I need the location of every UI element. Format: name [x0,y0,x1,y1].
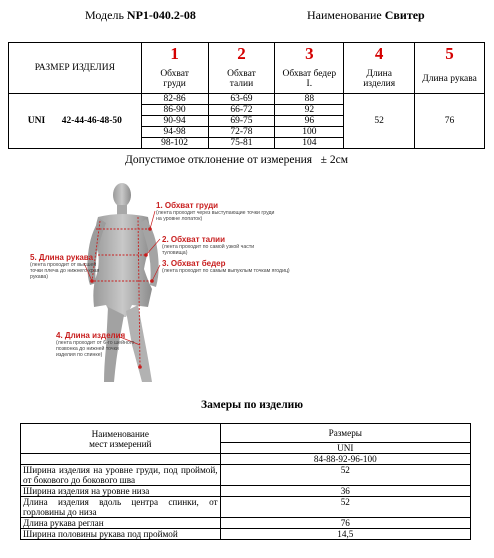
col-label-chest: Обхват груди [141,66,208,94]
cell-chest: 82-86 [141,94,208,105]
measure-size-name: UNI [220,443,470,454]
cell-waist: 72-78 [208,127,275,138]
cell-length: 52 [344,94,415,149]
col-label-waist: Обхват талии [208,66,275,94]
col-num-5: 5 [415,43,485,66]
measure-row-name: Длина изделия вдоль центра спинки, от горловины до низа [21,497,221,518]
model-label: Модель [85,8,124,22]
tolerance-text: Допустимое отклонение от измерения [125,154,313,166]
col-label-hips: Обхват бедер I. [275,66,344,94]
size-table [8,42,485,149]
measure-row-value: 76 [220,518,470,529]
tolerance-value: ± 2см [320,154,348,166]
col-num-3: 3 [275,43,344,66]
name-label: Наименование [307,8,382,22]
measure-row-name: Ширина изделия на уровне груди, под проймой, от бокового до бокового шва [21,465,221,486]
measure-row-value: 52 [220,465,470,486]
measure-head-right: Размеры [220,424,470,443]
measure-blank [21,454,221,465]
size-cell [9,94,142,149]
measure-row-name: Ширина половины рукава под проймой [21,529,221,540]
tolerance-line [125,154,348,166]
size-range: 42-44-46-48-50 [61,116,122,126]
measure-title: Замеры по изделию [201,399,304,411]
col-num-2: 2 [208,43,275,66]
col-num-4: 4 [344,43,415,66]
cell-waist: 66-72 [208,105,275,116]
name-line [307,8,425,23]
cell-waist: 75-81 [208,138,275,149]
cell-waist: 69-75 [208,116,275,127]
size-header: РАЗМЕР ИЗДЕЛИЯ [9,43,142,94]
cell-chest: 86-90 [141,105,208,116]
label-hips: 3. Обхват бедер (лента проходит по самым выпуклым точкам ягодиц) [162,259,290,274]
col-label-sleeve: Длина рукава [415,66,485,94]
measurement-figure [20,177,460,389]
cell-chest: 94-98 [141,127,208,138]
measure-head-left: Наименование мест измерений [21,424,221,454]
model-line [85,8,196,23]
col-num-1: 1 [141,43,208,66]
measure-row-name: Длина рукава реглан [21,518,221,529]
cell-hips: 92 [275,105,344,116]
measure-row-value: 52 [220,497,470,518]
label-length: 4. Длина изделия (лента проходит от 6-го шейного позвонка до нижней точки изделия по спинке) [56,331,135,358]
cell-chest: 98-102 [141,138,208,149]
cell-hips: 104 [275,138,344,149]
name-value: Свитер [384,8,425,22]
measure-row-value: 36 [220,486,470,497]
col-label-length: Длина изделия [344,66,415,94]
label-chest: 1. Обхват груди (лента проходит через выступающие точки груди на уровне лопаток) [156,201,275,222]
cell-hips: 88 [275,94,344,105]
measure-size-list: 84-88-92-96-100 [220,454,470,465]
measure-row-name: Ширина изделия на уровне низа [21,486,221,497]
measure-table [20,423,471,540]
cell-hips: 100 [275,127,344,138]
model-value: NP1-040.2-08 [126,8,196,22]
cell-sleeve: 76 [415,94,485,149]
label-waist: 2. Обхват талии (лента проходит по самой узкой части туловища) [162,235,255,256]
measure-row-value: 14,5 [220,529,470,540]
cell-waist: 63-69 [208,94,275,105]
cell-chest: 90-94 [141,116,208,127]
size-name: UNI [27,116,46,126]
cell-hips: 96 [275,116,344,127]
label-sleeve: 5. Длина рукава (лента проходит от высшей точки плеча до нижнего края рукава) [30,253,100,280]
